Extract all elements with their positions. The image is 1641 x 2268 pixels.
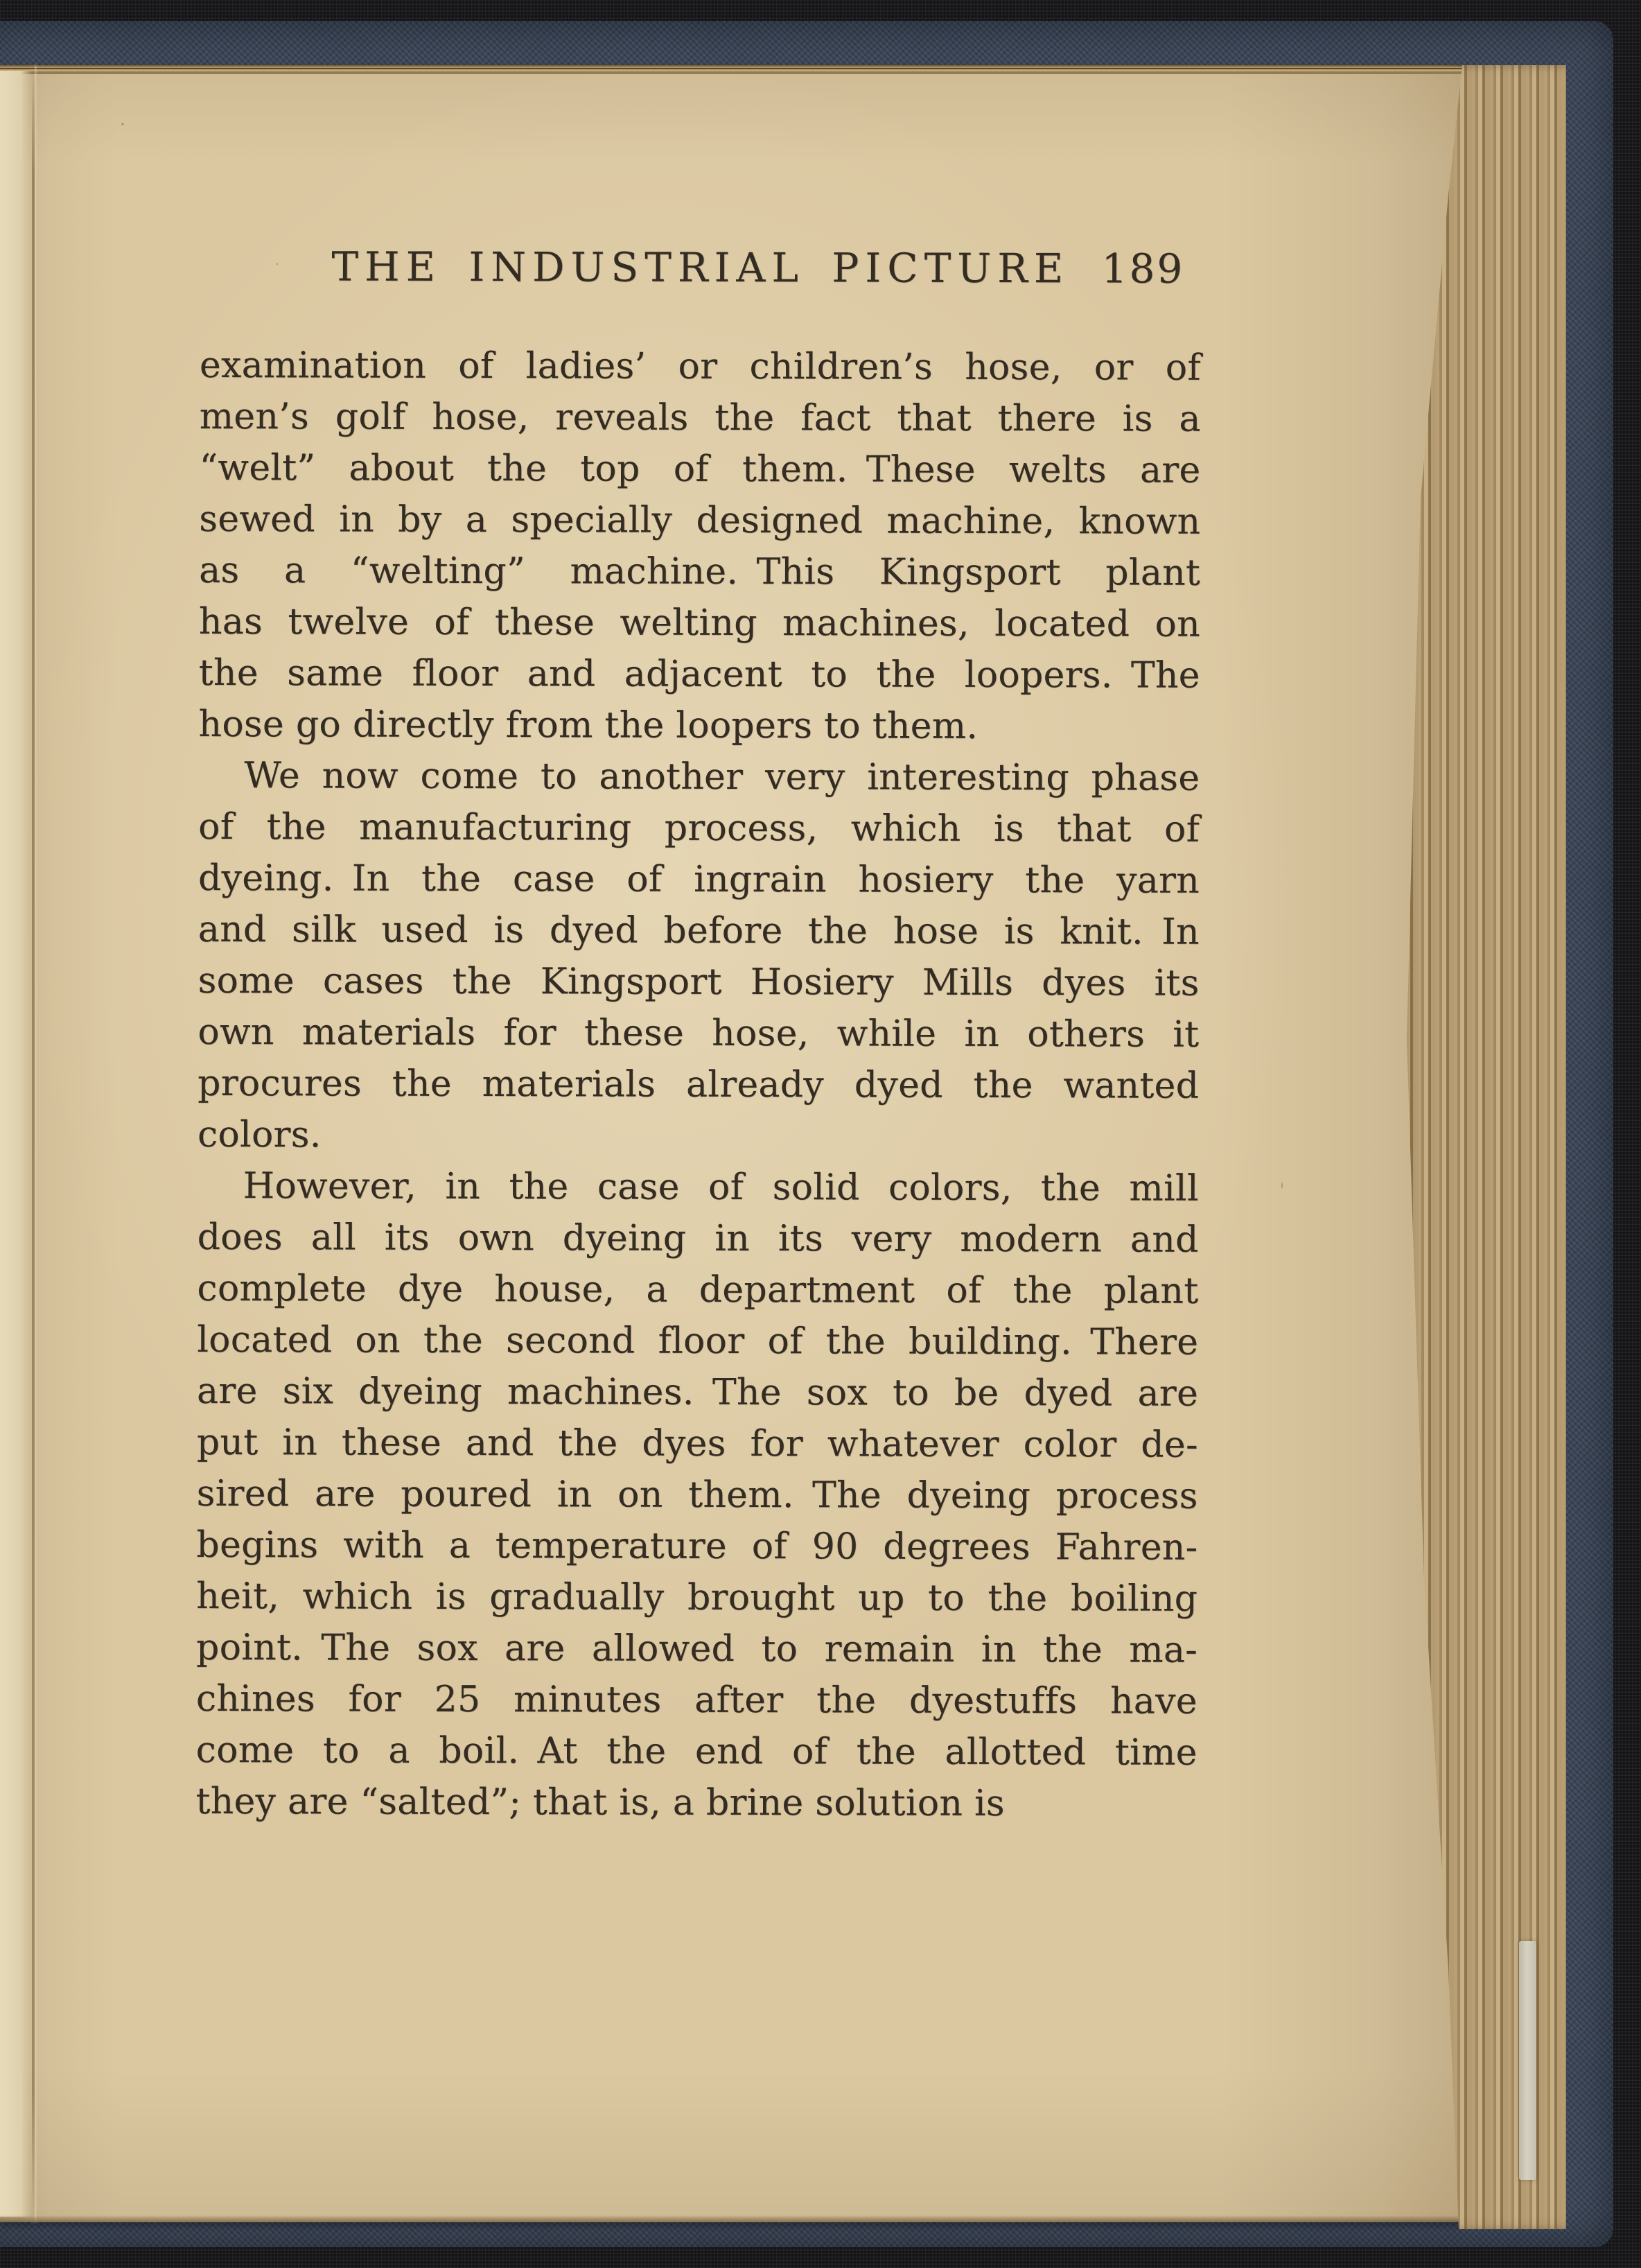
text-line: as a “welting” machine. This Kingsport plant [199,549,1201,594]
page-number: 189 [1101,245,1185,293]
text-line: has twelve of these welting machines, located on [198,600,1201,645]
text-line: point. The sox are allowed to remain in the ma- [196,1626,1198,1671]
text-line: own materials for these hose, while in others it [198,1011,1200,1056]
running-header-title: THE INDUSTRIAL PICTURE [331,243,1070,293]
book-page [0,65,1469,2222]
text-line: chines for 25 minutes after the dyestuffs have [195,1677,1197,1722]
text-line: complete dye house, a department of the plant [197,1267,1199,1312]
text-line: come to a boil. At the end of the allotted time [195,1729,1197,1774]
text-line: men’s golf hose, reveals the fact that there is a [199,395,1201,440]
paragraph [195,1160,1199,1830]
text-line: “welt” about the top of them. These welts are [199,446,1201,491]
text-line: dyeing. In the case of ingrain hosiery the yarn [198,857,1200,902]
text-line: sewed in by a specially designed machine, known [199,498,1201,543]
printed-content [0,63,1472,2224]
text-line: procures the materials already dyed the wanted [198,1062,1200,1107]
text-line: the same floor and adjacent to the loopers. The [198,652,1200,697]
paragraph [198,750,1200,1163]
text-line: of the manufacturing process, which is that of [198,805,1200,850]
text-line: they are “salted”; that is, a brine solution is [195,1780,1005,1825]
text-line: and silk used is dyed before the hose is knit. In [198,908,1200,953]
text-line: hose go directly from the loopers to them. [198,703,979,747]
text-line: begins with a temperature of 90 degrees Fahren- [196,1524,1198,1569]
text-line: However, in the case of solid colors, the mill [243,1165,1199,1210]
text-line: colors. [197,1113,322,1156]
text-line: located on the second floor of the building. There [197,1318,1199,1363]
text-line: heit, which is gradually brought up to the boiling [196,1575,1198,1620]
text-line: sired are poured in on them. The dyeing process [196,1472,1198,1517]
text-line: does all its own dyeing in its very modern and [197,1216,1199,1261]
text-line: examination of ladies’ or children’s hose, or of [199,344,1202,389]
text-line: put in these and the dyes for whatever color de- [196,1421,1198,1466]
paragraph [198,340,1201,753]
text-line: are six dyeing machines. The sox to be dyed are [196,1370,1199,1415]
body-text [195,340,1201,1830]
text-line: We now come to another very interesting phase [244,755,1200,799]
text-line: some cases the Kingsport Hosiery Mills dyes its [198,959,1200,1004]
bookmark-ribbon [1519,1941,1536,2180]
running-header [200,243,1201,304]
